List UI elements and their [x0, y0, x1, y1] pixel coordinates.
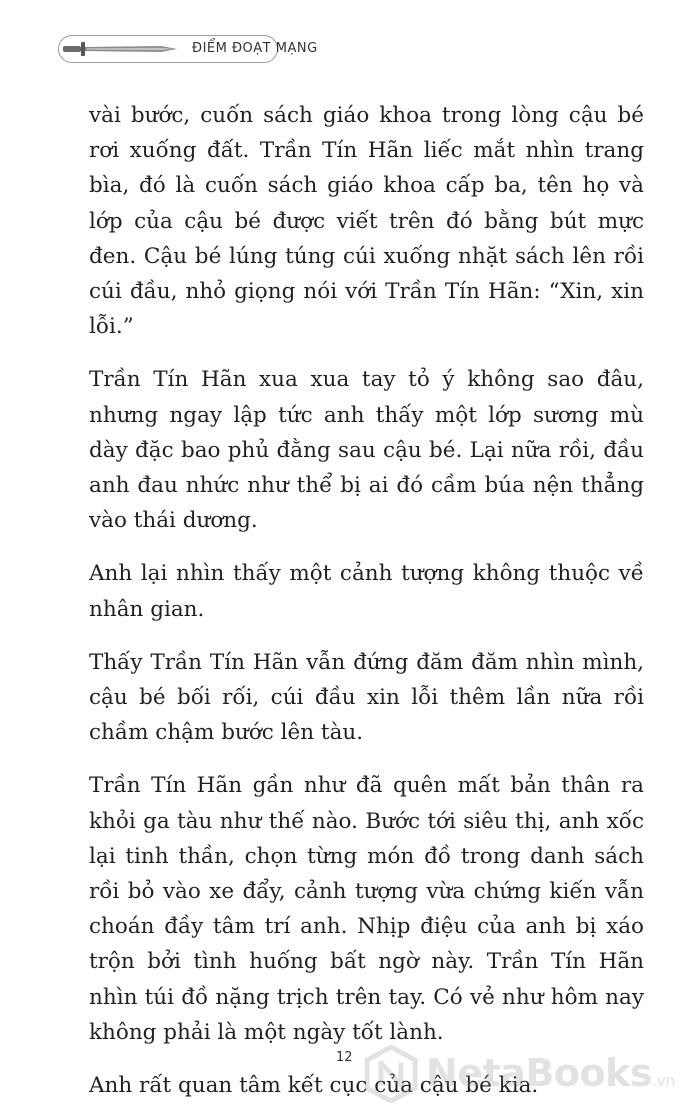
- page-body: [89, 98, 644, 1103]
- paragraph-4: Thấy Trần Tín Hãn vẫn đứng đăm đăm nhìn mình, cậu bé bối rối, cúi đầu xin lỗi thêm lần nữa rồi chầm chậm bước lên tàu.: [89, 649, 644, 746]
- watermark-suffix: .vn: [651, 1071, 676, 1090]
- watermark-text: [426, 1051, 675, 1095]
- book-title: ĐIỂM ĐOẠT MẠNG: [192, 41, 318, 56]
- paragraph-5: Trần Tín Hãn gần như đã quên mất bản thân ra khỏi ga tàu như thế nào. Bước tới siêu thị, anh xốc lại tinh thần, chọn từng món đồ trong danh sách rồi bỏ vào xe đẩy, cảnh tượng vừa chứng kiến vẫn choán đầy tâm trí anh. Nhịp điệu của anh bị xáo trộn bởi tình huống bất ngờ này. Trần Tín Hãn nhìn túi đồ nặng trịch trên tay. Có vẻ như hôm nay không phải là một ngày tốt lành.: [89, 773, 644, 1045]
- sword-icon: [61, 40, 179, 58]
- netabooks-watermark: [362, 1045, 692, 1105]
- running-header: [58, 35, 318, 63]
- paragraph-3: Anh lại nhìn thấy một cảnh tượng không thuộc về nhân gian.: [89, 561, 644, 622]
- page-number: 12: [336, 1050, 353, 1065]
- paragraph-6: Anh rất quan tâm kết cục của cậu bé kia.: [89, 1073, 539, 1099]
- netabooks-logo-icon: [362, 1045, 420, 1103]
- watermark-name: NetaBooks: [426, 1051, 652, 1095]
- paragraph-1: vài bước, cuốn sách giáo khoa trong lòng cậu bé rơi xuống đất. Trần Tín Hãn liếc mắt nhìn trang bìa, đó là cuốn sách giáo khoa cấp ba, tên họ và lớp của cậu bé được viết trên đó bằng bút mực đen. Cậu bé lúng túng cúi xuống nhặt sách lên rồi cúi đầu, nhỏ giọng nói với Trần Tín Hãn: “Xin, xin lỗi.”: [89, 103, 644, 340]
- paragraph-2: Trần Tín Hãn xua xua tay tỏ ý không sao đâu, nhưng ngay lập tức anh thấy một lớp sương mù dày đặc bao phủ đằng sau cậu bé. Lại nữa rồi, đầu anh đau nhức như thể bị ai đó cầm búa nện thẳng vào thái dương.: [89, 367, 644, 534]
